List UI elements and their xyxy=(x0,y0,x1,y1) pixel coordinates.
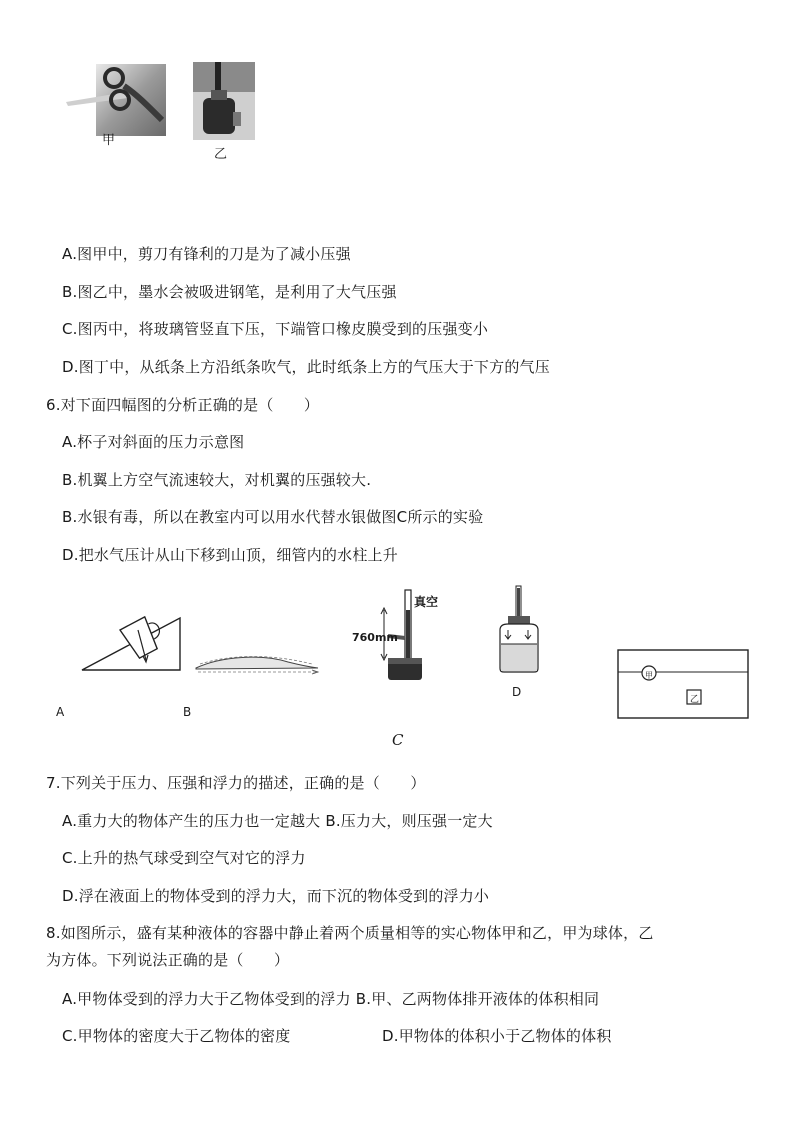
q6-option-c: B.水银有毒，所以在教室内可以用水代替水银做图C所示的实验 xyxy=(62,508,484,526)
q8-stem-line1: 8.如图所示，盛有某种液体的容器中静止着两个质量相等的实心物体甲和乙，甲为球体，乙 xyxy=(46,924,654,942)
q5-option-a: A.图甲中，剪刀有锋利的刀是为了减小压强 xyxy=(62,245,351,263)
q7-stem: 7.下列关于压力、压强和浮力的描述，正确的是（ ） xyxy=(46,774,426,792)
q6-option-b: B.机翼上方空气流速较大，对机翼的压强较大. xyxy=(62,471,372,489)
q5-option-d: D.图丁中，从纸条上方沿纸条吹气，此时纸条上方的气压大于下方的气压 xyxy=(62,358,550,376)
q8-cube-label: 乙 xyxy=(690,695,700,705)
q8-option-d: D.甲物体的体积小于乙物体的体积 xyxy=(382,1027,612,1045)
figure-c-vacuum: 真空 xyxy=(414,595,439,609)
figure-c-height: 760mm xyxy=(352,631,398,644)
q7-option-d: D.浮在液面上的物体受到的浮力大，而下沉的物体受到的浮力小 xyxy=(62,887,490,905)
figure-a-incline xyxy=(80,612,184,672)
figure-d-label: D xyxy=(512,685,522,699)
figure-b-label: B xyxy=(183,705,192,719)
q8-container-figure xyxy=(617,648,749,720)
figure-a-label: A xyxy=(56,705,65,719)
q8-option-c: C.甲物体的密度大于乙物体的密度 xyxy=(62,1027,291,1045)
q5-option-c: C.图丙中，将玻璃管竖直下压，下端管口橡皮膜受到的压强变小 xyxy=(62,320,489,338)
q8-option-ab: A.甲物体受到的浮力大于乙物体受到的浮力 B.甲、乙两物体排开液体的体积相同 xyxy=(62,990,600,1008)
figure-c-label: C xyxy=(392,731,404,749)
q6-option-d: D.把水气压计从山下移到山顶，细管内的水柱上升 xyxy=(62,546,398,564)
label-yi: 乙 xyxy=(214,147,228,162)
q6-option-a: A.杯子对斜面的压力示意图 xyxy=(62,433,245,451)
q7-option-ab: A.重力大的物体产生的压力也一定越大 B.压力大，则压强一定大 xyxy=(62,812,493,830)
photo-yi xyxy=(193,62,255,140)
figure-b-wing xyxy=(192,652,322,676)
photo-jia xyxy=(66,64,166,136)
q6-stem: 6.对下面四幅图的分析正确的是（ ） xyxy=(46,396,320,414)
figure-d-barometer xyxy=(494,586,544,674)
q7-option-c: C.上升的热气球受到空气对它的浮力 xyxy=(62,849,306,867)
q5-option-b: B.图乙中，墨水会被吸进钢笔，是利用了大气压强 xyxy=(62,283,397,301)
label-jia: 甲 xyxy=(102,133,116,148)
q8-ball-label: 甲 xyxy=(645,671,653,680)
q8-stem-line2: 为方体。下列说法正确的是（ ） xyxy=(46,951,290,969)
ink-bottle-photo-icon xyxy=(193,62,255,140)
scissors-photo-icon xyxy=(66,64,166,136)
